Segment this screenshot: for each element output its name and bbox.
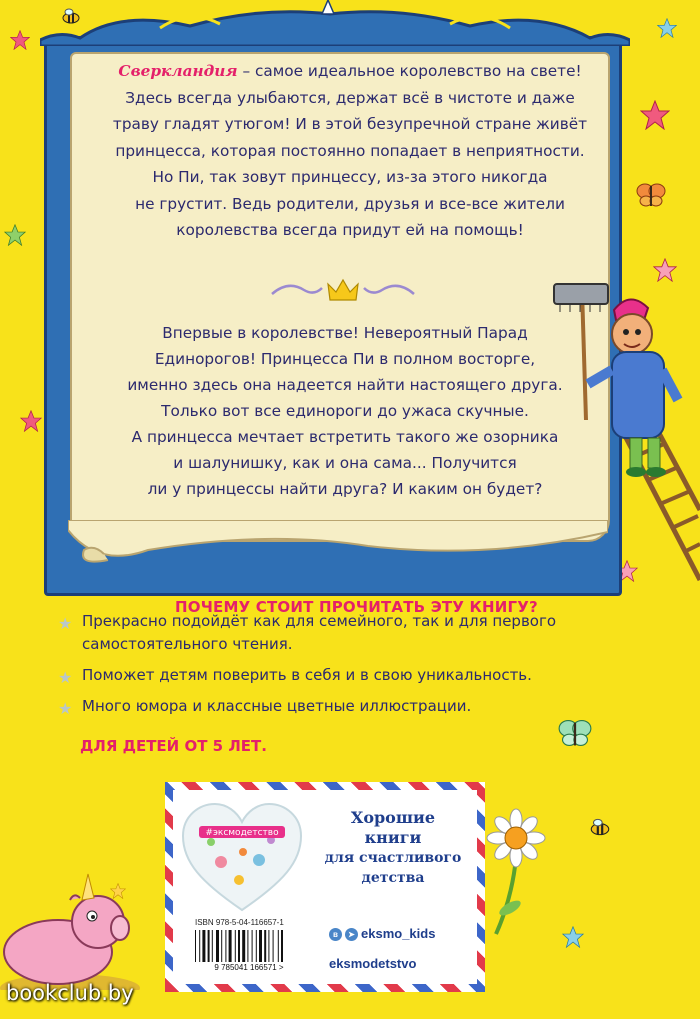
- list-item: ★ Много юмора и классные цветные иллюстрации.: [58, 697, 472, 718]
- star-bullet-icon: ★: [58, 614, 73, 633]
- postcard-body: [173, 790, 477, 984]
- intro-text: Сверкландия – самое идеальное королевство на свете! Здесь всегда улыбаются, держат всё в чистоте и даже траву гладят утюгом! И в этой безупречной стране живёт принцесса, которая постоянно попадает в неприятности. Но Пи, так зовут принцессу, из-за этого никогда не грустит. Ведь родители, друзья и все-все жители королевства всегда придут ей на помощь!: [112, 62, 588, 239]
- brand-name: Сверкландия: [118, 62, 238, 80]
- hashtag-label: #эксмодетство: [205, 828, 279, 838]
- why-heading: ПОЧЕМУ СТОИТ ПРОЧИТАТЬ ЭТУ КНИГУ?: [175, 598, 538, 616]
- star-icon: [562, 926, 584, 948]
- age-rating: ДЛЯ ДЕТЕЙ ОТ 5 ЛЕТ.: [80, 737, 267, 755]
- social-link-detstvo[interactable]: eksmodetstvo: [329, 956, 417, 971]
- frame-ornament: [40, 0, 630, 46]
- postcard: [165, 782, 485, 992]
- star-icon: [657, 18, 677, 38]
- telegram-icon: ➤: [345, 928, 358, 941]
- pig-unicorn-illustration: [0, 870, 140, 990]
- barcode-digits: 9 785041 166571 >: [214, 963, 284, 972]
- isbn-label: ISBN 978-5-04-116657-1: [195, 918, 284, 927]
- star-bullet-icon: ★: [58, 699, 73, 718]
- scroll-curl: [68, 520, 608, 570]
- heart-logo: [181, 802, 303, 914]
- vk-icon: в: [329, 928, 342, 941]
- flower-illustration: [486, 808, 546, 938]
- postcard-slogan: Хорошие книги для счастливого детства: [324, 808, 462, 886]
- list-item: ★ Прекрасно подойдёт как для семейного, так и для первого: [58, 612, 557, 633]
- list-item-continued: самостоятельного чтения.: [82, 635, 293, 653]
- barcode: [191, 928, 307, 972]
- list-item: ★ Поможет детям поверить в себя и в свою уникальность.: [58, 666, 532, 687]
- story-text: Впервые в королевстве! Невероятный Парад Единорогов! Принцесса Пи в полном восторге, именно здесь она надеется найти настоящего друга. Только вот все единороги до ужаса скучные. А принцесса мечтает встретить такого же озорника и шалунишку, как и она сама... Получится ли у принцессы найти друга? И каким он будет?: [127, 324, 563, 498]
- star-icon: [640, 100, 670, 130]
- star-bullet-icon: ★: [58, 668, 73, 687]
- social-link-kids[interactable]: в ➤ eksmo_kids: [329, 926, 469, 946]
- bee-icon: [588, 818, 612, 836]
- watermark: bookclub.by: [6, 981, 134, 1005]
- star-icon: [4, 224, 26, 246]
- star-icon: [653, 258, 677, 282]
- star-icon: [20, 410, 42, 432]
- character-illustration: [552, 280, 700, 600]
- butterfly-icon: [636, 182, 666, 208]
- butterfly-icon: [558, 718, 592, 748]
- star-icon: [10, 30, 30, 50]
- crown-divider: [268, 276, 418, 306]
